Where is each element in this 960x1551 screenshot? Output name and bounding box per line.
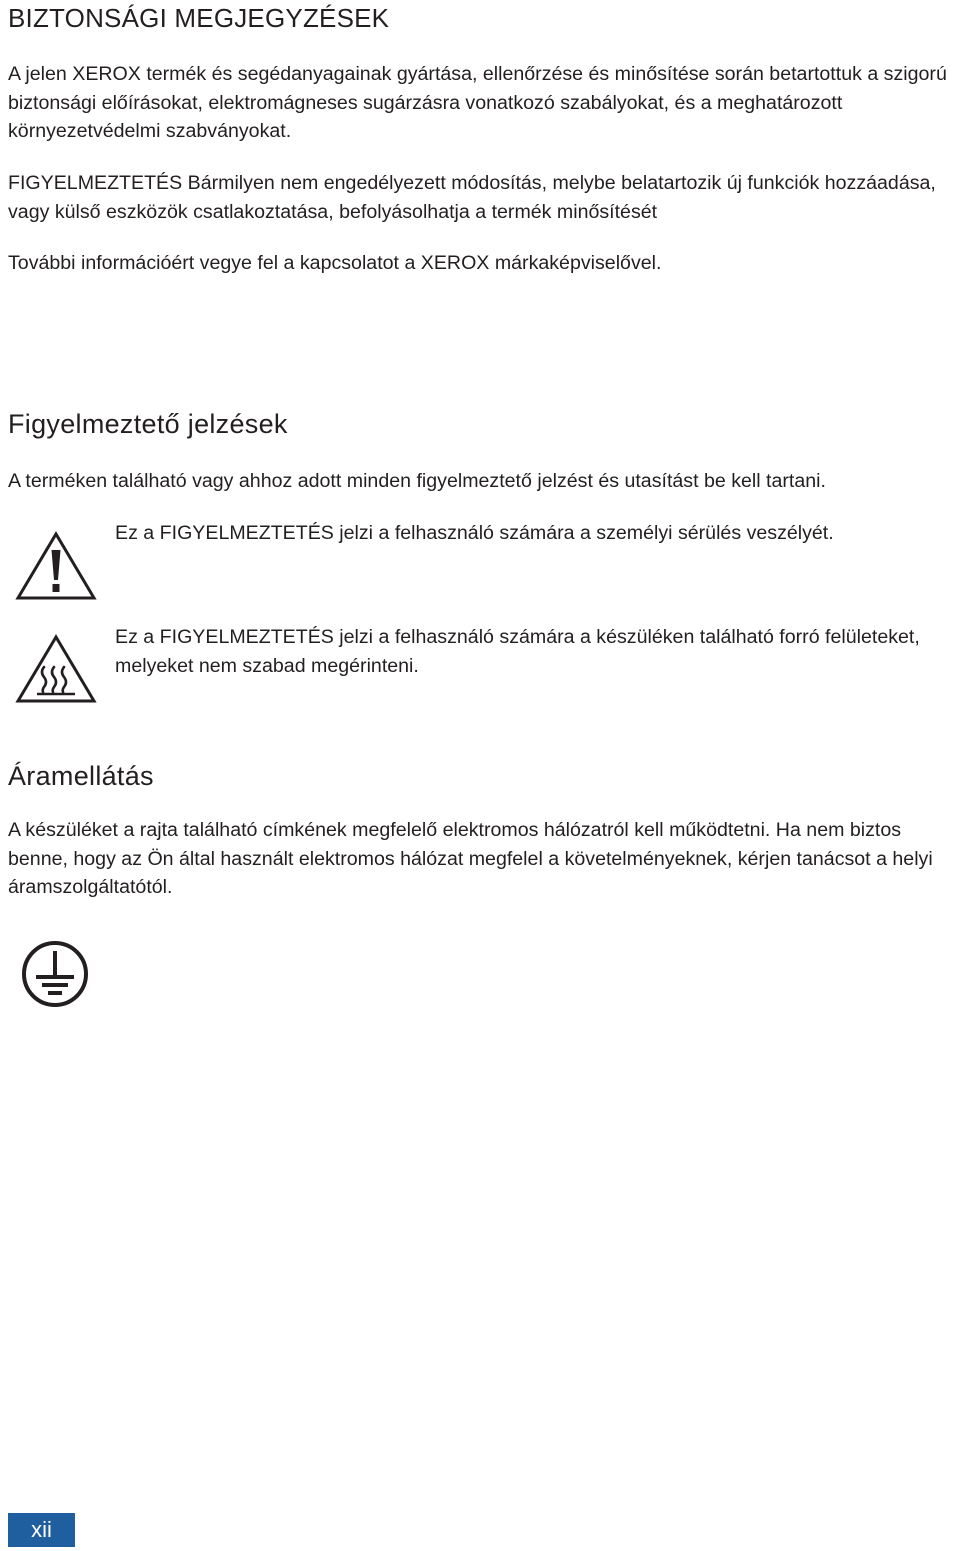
- page-number: xii: [8, 1513, 75, 1547]
- power-supply-heading: Áramellátás: [8, 761, 154, 791]
- warning-triangle-exclamation-icon: [14, 530, 98, 602]
- intro-paragraph: A jelen XEROX termék és segédanyagainak gyártása, ellenőrzése és minősítése során betartottuk a szigorú biztonsági előírásokat, elektromágneses sugárzásra vonatkozó szabályokat, és a meghatározott környezetvédelmi szabványokat.: [8, 63, 947, 142]
- warning-signs-heading: Figyelmeztető jelzések: [8, 409, 288, 439]
- page-title: BIZTONSÁGI MEGJEGYZÉSEK: [8, 3, 390, 33]
- warning-item-hot-surface-text: Ez a FIGYELMEZTETÉS jelzi a felhasználó számára a készüléken található forró felületeket, melyeket nem szabad megérinteni.: [115, 626, 920, 677]
- warning-item-injury-text: Ez a FIGYELMEZTETÉS jelzi a felhasználó számára a személyi sérülés veszélyét.: [115, 522, 834, 544]
- protective-earth-ground-icon: [20, 939, 90, 1009]
- power-supply-paragraph: A készüléket a rajta található címkének megfelelő elektromos hálózatról kell működtetni. Ha nem biztos benne, hogy az Ön által használt elektromos hálózat megfelel a követelményeknek, kérjen tanácsot a helyi áramszolgáltatótól.: [8, 819, 933, 898]
- warning-signs-description: A terméken található vagy ahhoz adott minden figyelmeztető jelzést és utasítást be kell tartani.: [8, 470, 826, 492]
- modification-warning-paragraph: FIGYELMEZTETÉS Bármilyen nem engedélyezett módosítás, melybe belatartozik új funkciók hozzáadása, vagy külső eszközök csatlakoztatása, befolyásolhatja a termék minősítését: [8, 172, 936, 223]
- contact-paragraph: További információért vegye fel a kapcsolatot a XEROX márkaképviselővel.: [8, 252, 662, 274]
- hot-surface-triangle-icon: [14, 633, 98, 705]
